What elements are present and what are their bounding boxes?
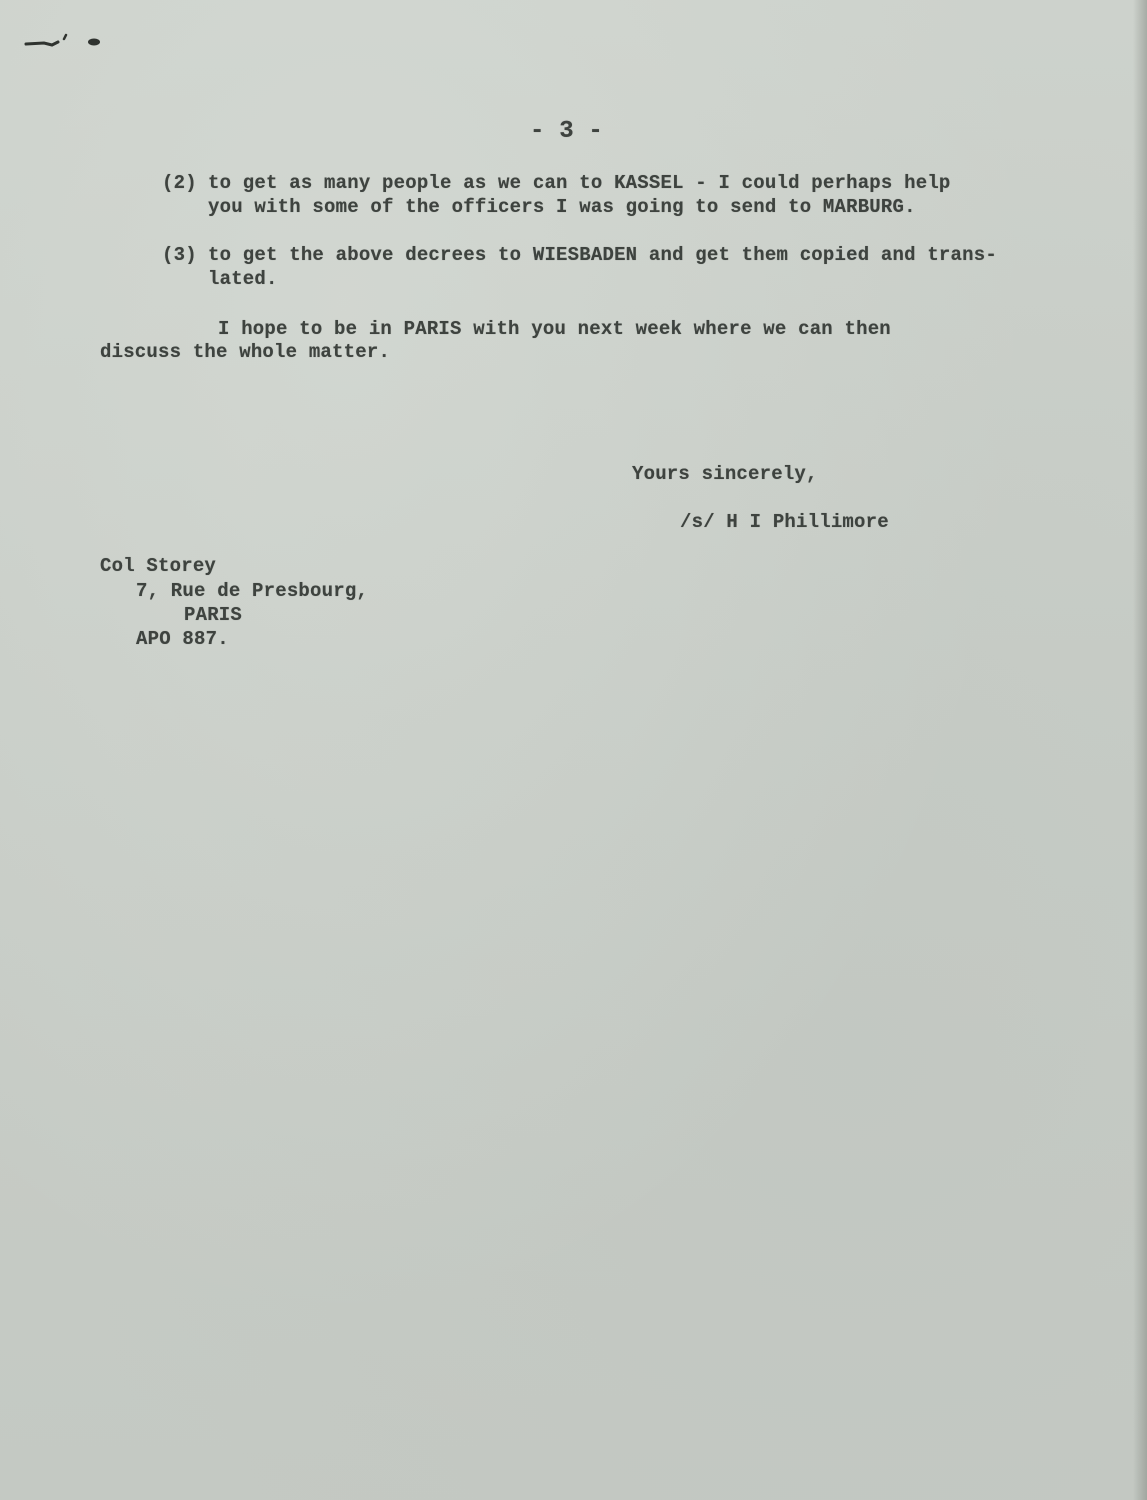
item-line: to get the above decrees to WIESBADEN and get them copied and trans-	[208, 244, 997, 266]
ink-smudge-mark	[22, 32, 102, 52]
item-number: (2)	[162, 172, 197, 194]
item-line: to get as many people as we can to KASSEL - I could perhaps help	[208, 172, 951, 194]
addressee-street: 7, Rue de Presbourg,	[136, 580, 369, 602]
addressee-city: PARIS	[184, 604, 243, 626]
closing-paragraph-line: I hope to be in PARIS with you next week where we can then	[218, 318, 891, 340]
item-line: you with some of the officers I was going to send to MARBURG.	[208, 196, 916, 218]
closing-paragraph-line: discuss the whole matter.	[100, 341, 391, 363]
addressee-name: Col Storey	[100, 555, 217, 577]
item-line: lated.	[208, 268, 278, 290]
addressee-apo: APO 887.	[136, 628, 229, 650]
page-edge-shadow	[1133, 0, 1147, 1500]
signature: /s/ H I Phillimore	[680, 511, 889, 533]
salutation: Yours sincerely,	[632, 463, 818, 485]
page-number: - 3 -	[530, 118, 604, 145]
item-number: (3)	[162, 244, 197, 266]
